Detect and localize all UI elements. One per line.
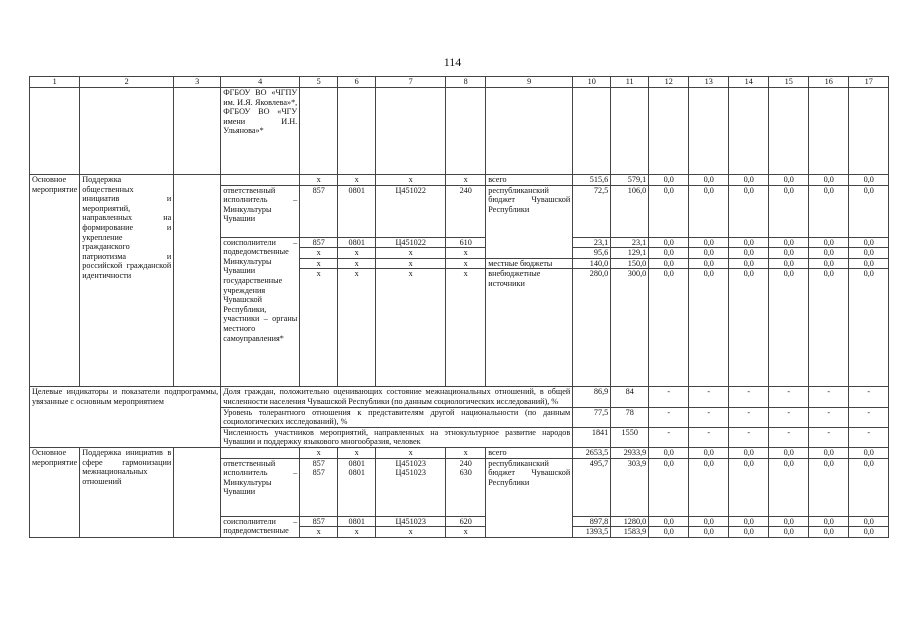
table-cell: Ц451022: [376, 237, 446, 248]
table-cell: 72,5: [573, 185, 611, 237]
table-cell: 0,0: [809, 447, 849, 458]
table-cell: 150,0: [611, 258, 649, 269]
table-cell: 0801: [338, 468, 376, 516]
header-cell: 17: [849, 77, 889, 88]
table-cell: -: [649, 407, 689, 427]
table-cell: 23,1: [611, 237, 649, 248]
table-cell: 0,0: [809, 237, 849, 248]
table-cell: x: [338, 447, 376, 458]
table-cell: 0,0: [849, 447, 889, 458]
table-cell: -: [809, 387, 849, 407]
table-cell: 0,0: [809, 527, 849, 538]
table-cell: 857: [300, 458, 338, 468]
table-cell: 0,0: [849, 527, 889, 538]
indicator-text: Уровень толерантного отношения к представителям другой национальности (по данным социологических исследований), %: [221, 407, 573, 427]
table-cell: Ц451023: [376, 468, 446, 516]
table-cell: 1550: [611, 427, 649, 447]
table-row: [30, 88, 889, 175]
table-cell: 0801: [338, 185, 376, 237]
table-cell: 857: [300, 516, 338, 527]
table-cell: 0,0: [849, 269, 889, 387]
table-cell: всего: [486, 447, 573, 458]
table-cell: 0,0: [769, 516, 809, 527]
table-cell: -: [729, 407, 769, 427]
table-cell: 0,0: [849, 516, 889, 527]
table-cell: 495,7: [573, 458, 611, 516]
table-cell: 0,0: [769, 269, 809, 387]
table-cell: 0,0: [649, 185, 689, 237]
table-cell: x: [300, 269, 338, 387]
header-cell: 8: [446, 77, 486, 88]
table-cell: Ц451023: [376, 516, 446, 527]
status-cell: Основное мероприятие: [30, 447, 80, 537]
table-cell: 0,0: [689, 516, 729, 527]
table-cell: 0,0: [729, 269, 769, 387]
indicator-text: Численность участников мероприятий, направленных на этнокультурное развитие народов Чувашии и поддержку языкового многообразия, человек: [221, 427, 573, 447]
table-cell: x: [446, 447, 486, 458]
table-cell: x: [376, 447, 446, 458]
table-cell: -: [769, 387, 809, 407]
header-cell: 3: [174, 77, 221, 88]
table-cell: x: [446, 248, 486, 259]
table-cell: 857: [300, 185, 338, 237]
table-cell: 0,0: [849, 237, 889, 248]
table-cell: 0,0: [769, 185, 809, 237]
table-cell: 857: [300, 237, 338, 248]
table-cell: 857: [300, 468, 338, 516]
table-cell: 0,0: [849, 185, 889, 237]
table-cell: 1583,9: [611, 527, 649, 538]
measure-name-cell: Поддержка инициатив в сфере гармонизации межнациональных отношений: [80, 447, 174, 537]
indicators-label: Целевые индикаторы и показатели подпрограммы, увязанные с основным мероприятием: [30, 387, 221, 448]
table-cell: 610: [446, 237, 486, 248]
table-cell: 106,0: [611, 185, 649, 237]
table-cell: 0,0: [689, 269, 729, 387]
table-cell: 0,0: [809, 269, 849, 387]
table-cell: 0,0: [729, 258, 769, 269]
table-cell: 579,1: [611, 175, 649, 186]
budget-table: [29, 76, 889, 538]
table-cell: 0,0: [769, 175, 809, 186]
table-cell: -: [849, 427, 889, 447]
table-cell: -: [769, 427, 809, 447]
table-cell: x: [376, 258, 446, 269]
table-cell: 0,0: [809, 458, 849, 516]
table-cell: 0,0: [689, 458, 729, 516]
table-cell: 0,0: [729, 185, 769, 237]
table-cell: республиканский бюджет Чувашской Республики: [486, 458, 573, 537]
coexecutors-cell: соисполнители – подведомственные: [221, 516, 300, 537]
table-cell: x: [338, 269, 376, 387]
table-cell: 129,1: [611, 248, 649, 259]
header-cell: 7: [376, 77, 446, 88]
table-cell: x: [376, 527, 446, 538]
table-cell: местные бюджеты: [486, 258, 573, 269]
table-cell: 0801: [338, 237, 376, 248]
table-cell: -: [649, 427, 689, 447]
header-cell: 1: [30, 77, 80, 88]
table-cell: 897,8: [573, 516, 611, 527]
table-cell: 0,0: [649, 248, 689, 259]
table-cell: x: [338, 258, 376, 269]
table-cell: 240: [446, 185, 486, 237]
table-cell: -: [729, 387, 769, 407]
table-cell: x: [300, 447, 338, 458]
header-cell: 4: [221, 77, 300, 88]
table-cell: 0,0: [649, 458, 689, 516]
table-cell: -: [849, 387, 889, 407]
executors-cell: ответственный исполнитель – Минкультуры Чувашии: [221, 458, 300, 516]
header-cell: 9: [486, 77, 573, 88]
table-cell: 0,0: [689, 185, 729, 237]
indicator-text: Доля граждан, положительно оценивающих состояние межнациональных отношений, в общей численности населения Чувашской Республики (по данным социологических исследований), %: [221, 387, 573, 407]
table-cell: 95,6: [573, 248, 611, 259]
table-cell: x: [446, 527, 486, 538]
status-cell: Основное мероприятие: [30, 175, 80, 387]
table-cell: всего: [486, 175, 573, 186]
table-cell: -: [849, 407, 889, 427]
table-cell: 77,5: [573, 407, 611, 427]
table-cell: 0,0: [729, 237, 769, 248]
executors-cell: ФГБОУ ВО «ЧГПУ им. И.Я. Яковлева»*, ФГБОУ ВО «ЧГУ имени И.Н. Ульянова»*: [221, 88, 300, 175]
table-cell: 240: [446, 458, 486, 468]
table-cell: -: [689, 407, 729, 427]
executors-cell: ответственный исполнитель – Минкультуры Чувашии: [221, 185, 300, 237]
table-cell: 0,0: [769, 458, 809, 516]
table-cell: 0,0: [769, 237, 809, 248]
table-cell: 2933,9: [611, 447, 649, 458]
table-cell: 0,0: [689, 237, 729, 248]
table-cell: 0,0: [689, 248, 729, 259]
table-cell: 0,0: [729, 458, 769, 516]
table-cell: x: [300, 258, 338, 269]
table-cell: 0801: [338, 516, 376, 527]
table-cell: 0,0: [809, 258, 849, 269]
table-cell: 0,0: [809, 248, 849, 259]
table-cell: 0,0: [809, 175, 849, 186]
table-cell: 0,0: [849, 248, 889, 259]
table-cell: 0,0: [649, 527, 689, 538]
table-cell: 1841: [573, 427, 611, 447]
table-cell: 0801: [338, 458, 376, 468]
header-cell: 15: [769, 77, 809, 88]
table-cell: 0,0: [689, 175, 729, 186]
table-cell: x: [446, 175, 486, 186]
coexecutors-cell: соисполнители – подведомственные Минкультуры Чувашии государственные учреждения Чувашской Республики, участники – органы местного самоуправления*: [221, 237, 300, 387]
table-cell: -: [809, 407, 849, 427]
header-cell: 13: [689, 77, 729, 88]
table-cell: 630: [446, 468, 486, 516]
table-cell: x: [338, 175, 376, 186]
table-cell: -: [649, 387, 689, 407]
table-cell: 0,0: [849, 175, 889, 186]
table-cell: 0,0: [729, 447, 769, 458]
table-cell: 23,1: [573, 237, 611, 248]
table-cell: 0,0: [849, 258, 889, 269]
table-cell: -: [689, 387, 729, 407]
header-cell: 2: [80, 77, 174, 88]
table-cell: x: [338, 248, 376, 259]
table-cell: x: [376, 269, 446, 387]
table-cell: -: [769, 407, 809, 427]
header-row: [30, 77, 889, 88]
table-cell: 0,0: [769, 248, 809, 259]
table-cell: 0,0: [809, 185, 849, 237]
table-cell: 78: [611, 407, 649, 427]
table-cell: 0,0: [809, 516, 849, 527]
table-cell: 86,9: [573, 387, 611, 407]
table-cell: 1393,5: [573, 527, 611, 538]
header-cell: 12: [649, 77, 689, 88]
table-cell: 0,0: [849, 458, 889, 516]
table-cell: 0,0: [769, 258, 809, 269]
table-cell: 280,0: [573, 269, 611, 387]
table-cell: 620: [446, 516, 486, 527]
table-cell: 0,0: [729, 516, 769, 527]
table-cell: x: [446, 269, 486, 387]
header-cell: 5: [300, 77, 338, 88]
table-cell: 515,6: [573, 175, 611, 186]
table-cell: 0,0: [649, 237, 689, 248]
table-cell: 140,0: [573, 258, 611, 269]
table-cell: республиканский бюджет Чувашской Республики: [486, 185, 573, 258]
table-cell: 300,0: [611, 269, 649, 387]
table-cell: x: [338, 527, 376, 538]
header-cell: 16: [809, 77, 849, 88]
table-cell: 0,0: [689, 527, 729, 538]
table-cell: 0,0: [769, 527, 809, 538]
table-cell: x: [376, 248, 446, 259]
table-row: [30, 447, 889, 458]
table-cell: 84: [611, 387, 649, 407]
table-cell: 0,0: [769, 447, 809, 458]
table-cell: 0,0: [649, 516, 689, 527]
table-cell: 0,0: [729, 527, 769, 538]
table-cell: внебюджетные источники: [486, 269, 573, 387]
table-cell: 303,9: [611, 458, 649, 516]
table-cell: 1280,0: [611, 516, 649, 527]
table-cell: Ц451023: [376, 458, 446, 468]
table-cell: 0,0: [689, 258, 729, 269]
header-cell: 6: [338, 77, 376, 88]
table-cell: 0,0: [649, 175, 689, 186]
table-cell: 0,0: [649, 258, 689, 269]
table-cell: 0,0: [649, 447, 689, 458]
table-cell: Ц451022: [376, 185, 446, 237]
header-cell: 10: [573, 77, 611, 88]
table-cell: -: [729, 427, 769, 447]
page-number: 114: [443, 55, 462, 69]
header-cell: 11: [611, 77, 649, 88]
table-cell: 2653,5: [573, 447, 611, 458]
table-cell: x: [300, 175, 338, 186]
table-cell: x: [376, 175, 446, 186]
indicator-row: [30, 387, 889, 407]
table-cell: -: [689, 427, 729, 447]
table-cell: x: [300, 527, 338, 538]
measure-name-cell: Поддержка общественных инициатив и мероприятий, направленных на формирование и укрепление гражданского патриотизма и российской гражданской идентичности: [80, 175, 174, 387]
header-cell: 14: [729, 77, 769, 88]
table-cell: 0,0: [729, 175, 769, 186]
table-cell: x: [446, 258, 486, 269]
table-row: [30, 175, 889, 186]
table-cell: -: [809, 427, 849, 447]
table-cell: 0,0: [689, 447, 729, 458]
table-cell: 0,0: [649, 269, 689, 387]
table-cell: x: [300, 248, 338, 259]
table-cell: 0,0: [729, 248, 769, 259]
